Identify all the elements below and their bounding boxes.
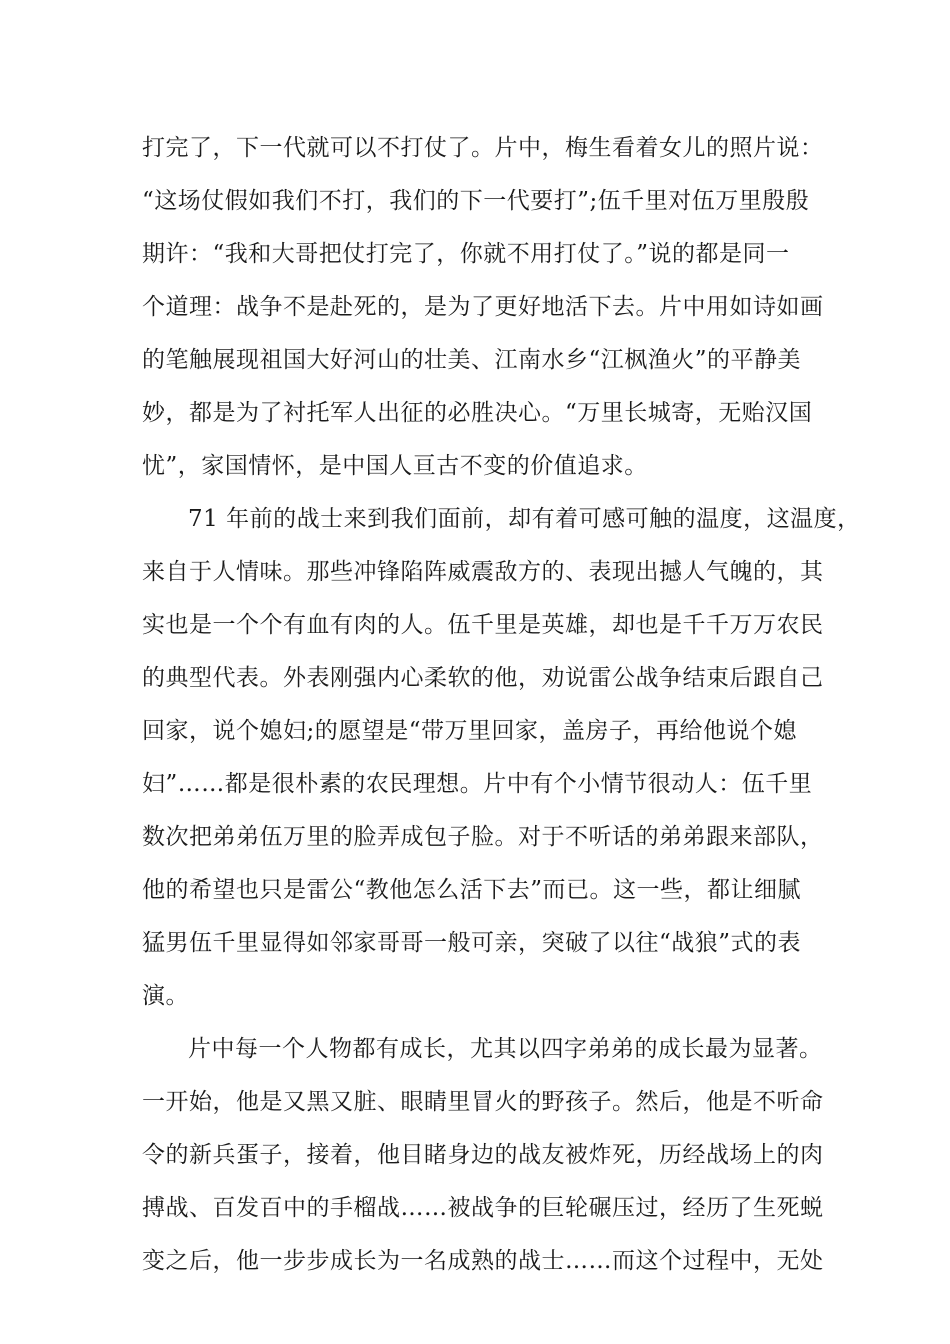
paragraph-2-line-6: 妇”……都是很朴素的农民理想。片中有个小情节很动人：伍千里 [142, 771, 813, 797]
paragraph-1-line-2: “这场仗假如我们不打，我们的下一代要打”;伍千里对伍万里殷殷 [142, 188, 810, 214]
paragraph-2-line-10: 演。 [142, 983, 189, 1009]
paragraph-2-line-2: 来自于人情味。那些冲锋陷阵威震敌方的、表现出撼人气魄的，其 [142, 559, 824, 585]
paragraph-3-line-1: 片中每一个人物都有成长，尤其以四字弟弟的成长最为显著。 [188, 1036, 823, 1062]
paragraph-2-line-3: 实也是一个个有血有肉的人。伍千里是英雄，却也是千千万万农民 [142, 612, 824, 638]
paragraph-3-line-2: 一开始，他是又黑又脏、眼睛里冒火的野孩子。然后，他是不听命 [142, 1089, 824, 1115]
paragraph-1-line-1: 打完了，下一代就可以不打仗了。片中，梅生看着女儿的照片说： [142, 135, 824, 161]
paragraph-3-line-4: 搏战、百发百中的手榴战……被战争的巨轮碾压过，经历了生死蜕 [142, 1195, 824, 1221]
paragraph-1-line-5: 的笔触展现祖国大好河山的壮美、江南水乡“江枫渔火”的平静美 [142, 347, 802, 373]
paragraph-3-line-5: 变之后，他一步步成长为一名成熟的战士……而这个过程中，无处 [142, 1248, 824, 1274]
paragraph-1-line-3: 期许：“我和大哥把仗打完了，你就不用打仗了。”说的都是同一 [142, 241, 790, 267]
paragraph-1-line-7: 忧”，家国情怀，是中国人亘古不变的价值追求。 [142, 453, 648, 479]
paragraph-2-line-1: 71 年前的战士来到我们面前，却有着可感可触的温度，这温度， [188, 506, 861, 532]
paragraph-2-line-5: 回家，说个媳妇;的愿望是“带万里回家，盖房子，再给他说个媳 [142, 718, 798, 744]
paragraph-2-line-9: 猛男伍千里显得如邻家哥哥一般可亲，突破了以往“战狼”式的表 [142, 930, 802, 956]
paragraph-2-line-4: 的典型代表。外表刚强内心柔软的他，劝说雷公战争结束后跟自己 [142, 665, 824, 691]
paragraph-1-line-6: 妙，都是为了衬托军人出征的必胜决心。“万里长城寄，无贻汉国 [142, 400, 813, 426]
paragraph-1-line-4: 个道理：战争不是赴死的，是为了更好地活下去。片中用如诗如画 [142, 294, 824, 320]
paragraph-3-line-3: 令的新兵蛋子，接着，他目睹身边的战友被炸死，历经战场上的肉 [142, 1142, 824, 1168]
paragraph-2-line-8: 他的希望也只是雷公“教他怎么活下去”而已。这一些，都让细腻 [142, 877, 802, 903]
paragraph-2-line-7: 数次把弟弟伍万里的脸弄成包子脸。对于不听话的弟弟跟来部队， [142, 824, 824, 850]
